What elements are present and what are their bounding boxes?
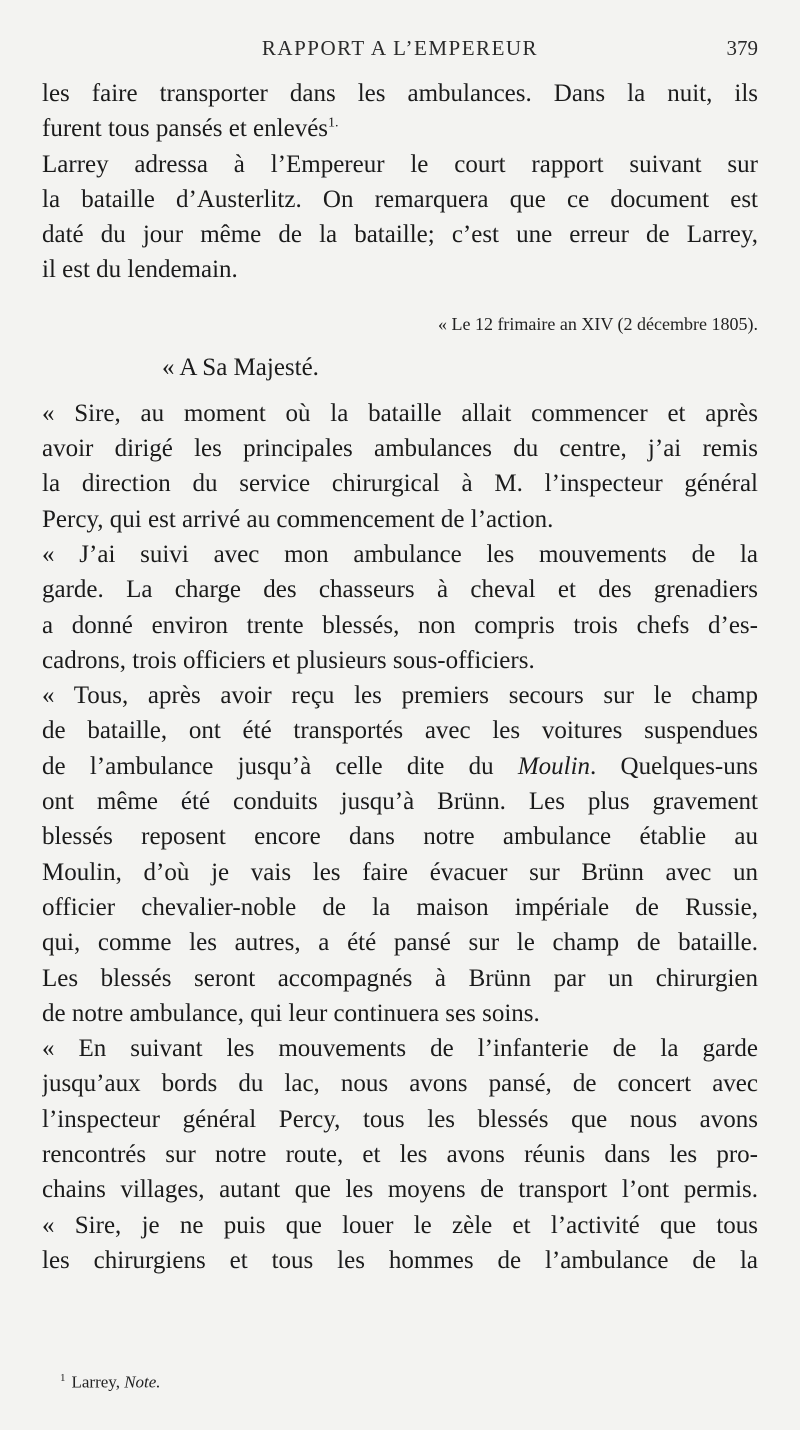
- body-text: [42, 76, 758, 1278]
- italic-place-name: Moulin: [517, 752, 591, 780]
- text-line: de notre ambulance, qui leur continuera ses soins.: [42, 999, 540, 1027]
- text-line: « Sire, je ne puis que louer le zèle et l’activité que tous: [42, 1211, 758, 1239]
- text-line: ont même été conduits jusqu’à Brünn. Les plus gravement: [42, 788, 758, 816]
- text-line: avoir dirigé les principales ambulances du centre, j’ai remis: [42, 435, 758, 463]
- text-line: [42, 749, 758, 784]
- text-line: il est du lendemain.: [42, 256, 238, 284]
- text-line: qui, comme les autres, a été pansé sur le champ de bataille.: [42, 929, 758, 957]
- text-line: chains villages, autant que les moyens de transport l’ont permis.: [42, 1176, 758, 1204]
- text-line: « J’ai suivi avec mon ambulance les mouvements de la: [42, 540, 758, 568]
- text-line: garde. La charge des chasseurs à cheval et des grenadiers: [42, 576, 758, 604]
- footnote-mark: 1: [60, 1372, 66, 1384]
- salutation: « A Sa Majesté.: [162, 353, 319, 381]
- text-line-part: furent tous pansés et enlevés: [42, 115, 329, 143]
- text-line: de bataille, ont été transportés avec les voitures suspendues: [42, 717, 758, 745]
- text-line: rencontrés sur notre route, et les avons réunis dans les pro-: [42, 1141, 758, 1169]
- text-line: a donné environ trente blessés, non compris trois chefs d’es-: [42, 611, 758, 639]
- text-line: les faire transporter dans les ambulances. Dans la nuit, ils: [42, 80, 758, 107]
- text-line: l’inspecteur général Percy, tous les blessés que nous avons: [42, 1105, 758, 1133]
- text-line: officier chevalier-noble de la maison impériale de Russie,: [42, 893, 758, 921]
- text-line: cadrons, trois officiers et plusieurs sous-officiers.: [42, 646, 535, 674]
- text-line: Moulin, d’où je vais les faire évacuer sur Brünn avec un: [42, 858, 758, 886]
- text-line-part: de l’ambulance jusqu’à celle dite du: [42, 752, 518, 780]
- page-number: 379: [726, 36, 758, 60]
- text-line: blessés reposent encore dans notre ambulance établie au: [42, 823, 758, 851]
- text-line: Percy, qui est arrivé au commencement de l’action.: [42, 505, 554, 533]
- text-line: la bataille d’Austerlitz. On remarquera que ce document est: [42, 185, 758, 213]
- dateline: « Le 12 frimaire an XIV (2 décembre 1805).: [437, 313, 758, 334]
- text-line-part: . Quelques-uns: [590, 752, 758, 780]
- footnote-reference: 1.: [328, 115, 339, 131]
- text-line: « En suivant les mouvements de l’infanterie de la garde: [42, 1035, 758, 1063]
- text-line: « Tous, après avoir reçu les premiers secours sur le champ: [42, 682, 758, 710]
- footnote: [60, 1372, 161, 1393]
- footnote-italic: Note.: [124, 1372, 161, 1392]
- text-line: « Sire, au moment où la bataille allait commencer et après: [42, 399, 758, 427]
- text-line: Les blessés seront accompagnés à Brünn par un chirurgien: [42, 964, 758, 992]
- text-line: les chirurgiens et tous les hommes de l’ambulance de la: [42, 1246, 758, 1274]
- text-line: la direction du service chirurgical à M. l’inspecteur général: [42, 470, 758, 498]
- running-head: [0, 30, 800, 64]
- text-line: daté du jour même de la bataille; c’est une erreur de Larrey,: [42, 221, 758, 249]
- text-line: jusqu’aux bords du lac, nous avons pansé, de concert avec: [42, 1070, 758, 1098]
- text-line: Larrey adressa à l’Empereur le court rapport suivant sur: [42, 150, 758, 178]
- text-line: [42, 111, 758, 146]
- running-title: RAPPORT A L’EMPEREUR: [261, 36, 539, 60]
- footnote-text: Larrey,: [71, 1372, 125, 1392]
